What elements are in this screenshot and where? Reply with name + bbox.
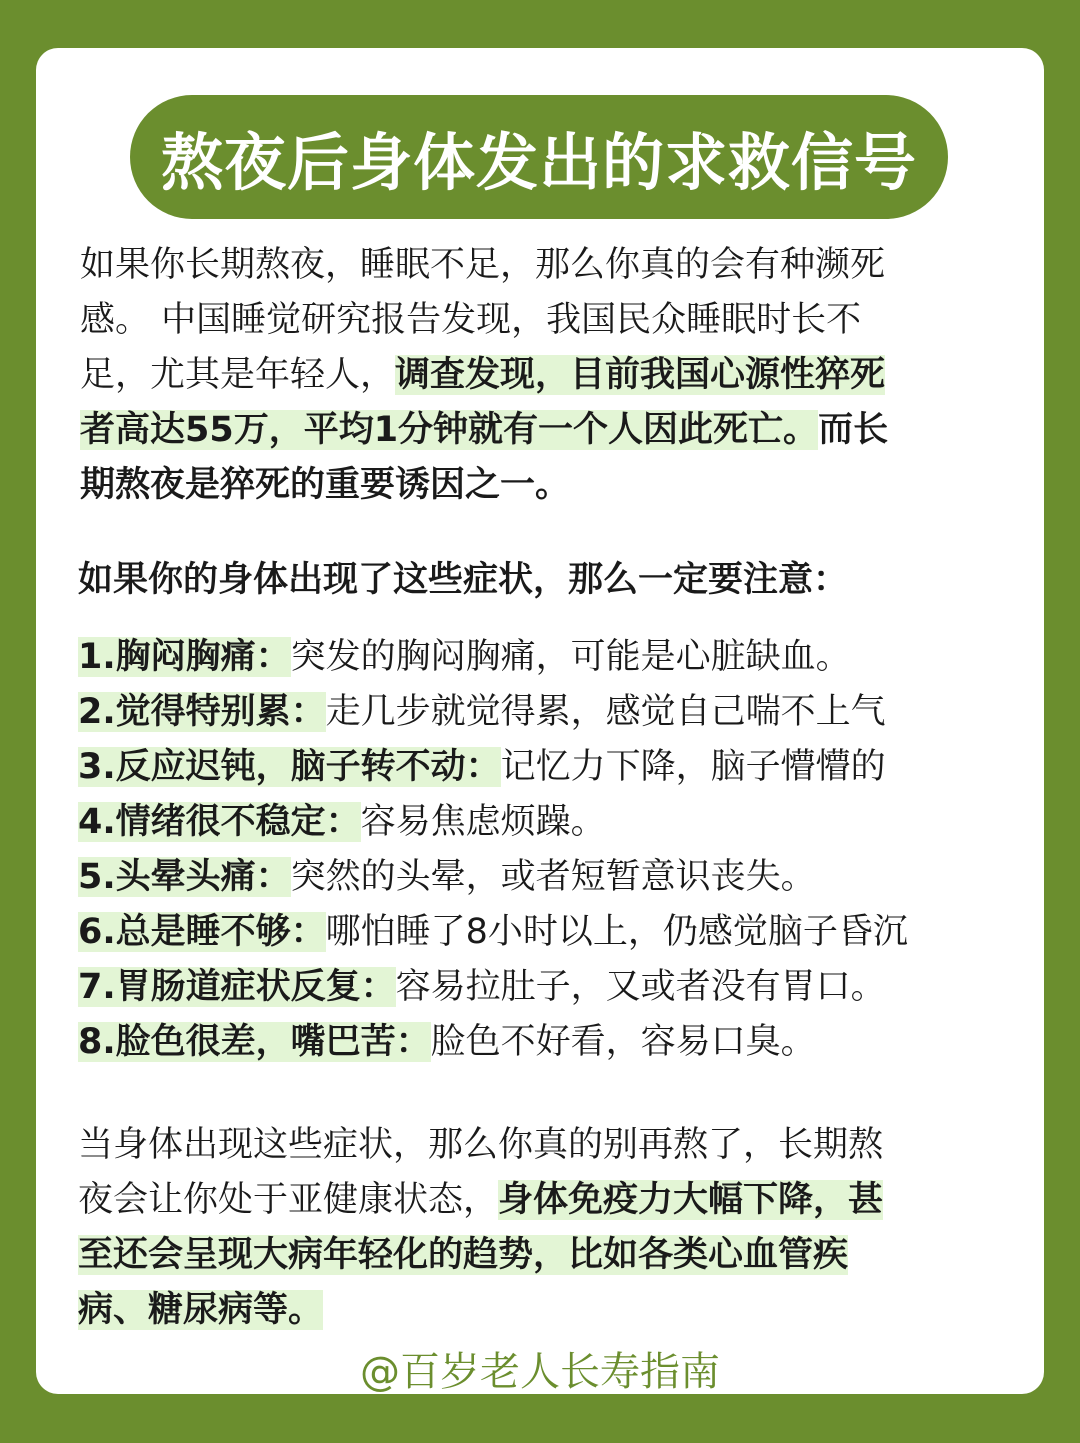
symptom-item [78, 1015, 1018, 1070]
conclusion-line [78, 1228, 998, 1283]
intro-paragraph [80, 238, 1000, 513]
conclusion-highlight: 身体免疫力大幅下降，甚 [498, 1180, 884, 1220]
symptom-item [78, 905, 1018, 960]
intro-line [80, 238, 1000, 293]
symptom-label: 8.脸色很差，嘴巴苦： [78, 1022, 431, 1062]
symptom-label: 2.觉得特别累： [78, 692, 326, 732]
intro-highlight: 调查发现，目前我国心源性猝死 [395, 355, 886, 395]
symptom-description: 突然的头晕，或者短暂意识丧失。 [290, 857, 816, 897]
intro-bold-text: 期熬夜是猝死的重要诱因之一。 [80, 465, 571, 505]
symptom-item [78, 685, 1018, 740]
page-title: 熬夜后身体发出的求救信号 [160, 125, 917, 199]
conclusion-text: 当身体出现这些症状，那么你真的别再熬了，长期熬 [78, 1125, 884, 1165]
conclusion-line [78, 1283, 998, 1338]
conclusion-line [78, 1173, 998, 1228]
intro-line [80, 348, 1000, 403]
intro-line [80, 293, 1000, 348]
symptom-item [78, 740, 1018, 795]
intro-highlight: 者高达55万，平均1分钟就有一个人因此死亡。 [80, 410, 819, 450]
title-banner [130, 95, 948, 219]
conclusion-text: 夜会让你处于亚健康状态， [78, 1180, 499, 1220]
conclusion-highlight: 至还会呈现大病年轻化的趋势，比如各类心血管疾 [78, 1235, 849, 1275]
symptom-item [78, 795, 1018, 850]
author-watermark: @百岁老人长寿指南 [360, 1349, 720, 1395]
symptom-description: 记忆力下降，脑子懵懵的 [500, 747, 886, 787]
symptom-description: 容易焦虑烦躁。 [360, 802, 606, 842]
symptom-label: 7.胃肠道症状反复： [78, 967, 396, 1007]
symptom-item [78, 630, 1018, 685]
symptom-label: 1.胸闷胸痛： [78, 637, 291, 677]
intro-line [80, 458, 1000, 513]
symptom-description: 脸色不好看，容易口臭。 [430, 1022, 816, 1062]
intro-line [80, 403, 1000, 458]
warning-heading: 如果你的身体出现了这些症状，那么一定要注意： [78, 560, 849, 600]
symptom-label: 6.总是睡不够： [78, 912, 326, 952]
intro-bold-text: 而长 [818, 410, 889, 450]
symptom-list [78, 630, 1018, 1070]
intro-text: 足，尤其是年轻人， [80, 355, 396, 395]
intro-text: 感。 中国睡觉研究报告发现，我国民众睡眠时长不 [80, 300, 862, 340]
intro-text: 如果你长期熬夜，睡眠不足，那么你真的会有种濒死 [80, 245, 886, 285]
symptom-item [78, 960, 1018, 1015]
symptom-description: 哪怕睡了8小时以上，仍感觉脑子昏沉 [325, 912, 908, 952]
symptom-label: 4.情绪很不稳定： [78, 802, 361, 842]
symptom-description: 走几步就觉得累，感觉自己喘不上气 [325, 692, 886, 732]
conclusion-paragraph [78, 1118, 998, 1338]
symptom-description: 容易拉肚子，又或者没有胃口。 [395, 967, 886, 1007]
symptom-label: 3.反应迟钝，脑子转不动： [78, 747, 501, 787]
conclusion-line [78, 1118, 998, 1173]
conclusion-highlight: 病、糖尿病等。 [78, 1290, 324, 1330]
symptom-item [78, 850, 1018, 905]
symptom-description: 突发的胸闷胸痛，可能是心脏缺血。 [290, 637, 851, 677]
symptom-label: 5.头晕头痛： [78, 857, 291, 897]
